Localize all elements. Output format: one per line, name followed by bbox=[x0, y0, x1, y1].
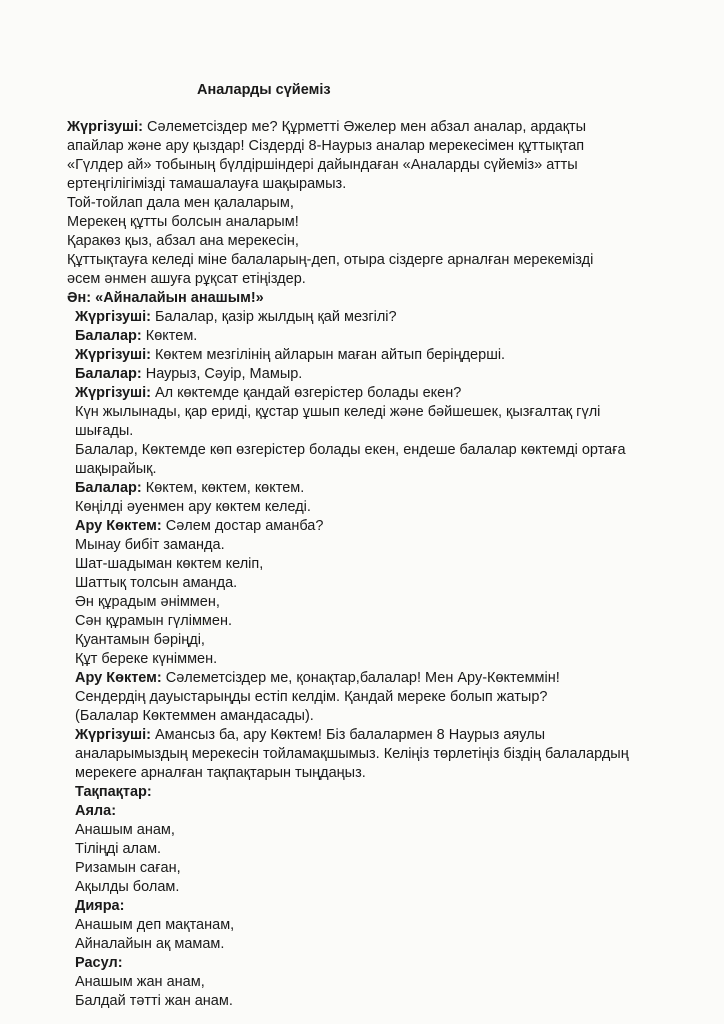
text-line bbox=[67, 840, 717, 859]
line-text: Сәлеметсіздер ме, қонақтар,балалар! Мен Ару-Көктеммін! bbox=[161, 670, 560, 686]
text-line bbox=[67, 194, 717, 213]
speaker-label: Тақпақтар: bbox=[75, 784, 152, 800]
line-text: Балдай тәтті жан анам. bbox=[75, 993, 233, 1009]
page-title: Аналарды сүйеміз bbox=[197, 82, 331, 98]
text-line bbox=[67, 365, 717, 384]
speaker-label: Ару Көктем: bbox=[75, 670, 162, 686]
text-line bbox=[67, 156, 717, 175]
line-text: Шаттық толсын аманда. bbox=[75, 575, 238, 591]
line-text: мерекеге арналған тақпақтарын тыңдаңыз. bbox=[75, 765, 366, 781]
text-line bbox=[67, 289, 717, 308]
line-text: «Гүлдер ай» тобының бүлдіршіндері дайындаған «Аналарды сүйеміз» атты bbox=[67, 157, 578, 173]
text-line bbox=[67, 935, 717, 954]
text-line bbox=[67, 403, 717, 422]
text-line bbox=[67, 821, 717, 840]
text-line bbox=[67, 555, 717, 574]
text-line bbox=[67, 916, 717, 935]
speaker-label: Балалар: bbox=[75, 366, 142, 382]
line-text: Балалар, Көктемде көп өзгерістер болады екен, ендеше балалар көктемді ортаға bbox=[75, 442, 626, 458]
line-text: апайлар және ару қыздар! Сіздерді 8-Наурыз аналар мерекесімен құттықтап bbox=[67, 138, 585, 154]
text-line bbox=[67, 574, 717, 593]
text-line bbox=[67, 270, 717, 289]
text-line bbox=[67, 897, 717, 916]
text-line bbox=[67, 593, 717, 612]
text-line bbox=[67, 251, 717, 270]
line-text: шығады. bbox=[75, 423, 134, 439]
line-text: Көңілді әуенмен ару көктем келеді. bbox=[75, 499, 311, 515]
line-text: Той-тойлап дала мен қалаларым, bbox=[67, 195, 294, 211]
text-line bbox=[67, 536, 717, 555]
speaker-label: Дияра: bbox=[75, 898, 125, 914]
line-text: Анашым жан анам, bbox=[75, 974, 205, 990]
text-line bbox=[67, 441, 717, 460]
text-line bbox=[67, 422, 717, 441]
line-text: Балалар, қазір жылдың қай мезгілі? bbox=[150, 309, 397, 325]
line-text: Мерекең құтты болсын аналарым! bbox=[67, 214, 299, 230]
line-text: Сәлем достар аманба? bbox=[161, 518, 324, 534]
speaker-label: Жүргізуші: bbox=[75, 347, 151, 363]
text-line bbox=[67, 384, 717, 403]
document-body bbox=[67, 118, 717, 1011]
line-text: ертеңгілігімізді тамашалауға шақырамыз. bbox=[67, 176, 347, 192]
text-line bbox=[67, 802, 717, 821]
text-line bbox=[67, 973, 717, 992]
line-text: шақырайық. bbox=[75, 461, 157, 477]
text-line bbox=[67, 764, 717, 783]
line-text: Анашым деп мақтанам, bbox=[75, 917, 235, 933]
text-line bbox=[67, 669, 717, 688]
line-text: Көктем мезгілінің айларын маған айтып беріңдерші. bbox=[150, 347, 506, 363]
line-text: Шат-шадыман көктем келіп, bbox=[75, 556, 264, 572]
line-text: аналарымыздың мерекесін тойламақшымыз. Келіңіз төрлетіңіз біздің балалардың bbox=[75, 746, 629, 762]
line-text: Тіліңді алам. bbox=[75, 841, 162, 857]
line-text: Көктем. bbox=[141, 328, 198, 344]
line-text: Айналайын ақ мамам. bbox=[75, 936, 225, 952]
text-line bbox=[67, 346, 717, 365]
line-text: Қаракөз қыз, абзал ана мерекесін, bbox=[67, 233, 299, 249]
text-line bbox=[67, 726, 717, 745]
speaker-label: Жүргізуші: bbox=[75, 309, 151, 325]
speaker-label: Расул: bbox=[75, 955, 123, 971]
text-line bbox=[67, 688, 717, 707]
line-text: әсем әнмен ашуға рұқсат етіңіздер. bbox=[67, 271, 306, 287]
line-text: Сендердің дауыстарыңды естіп келдім. Қандай мереке болып жатыр? bbox=[75, 689, 548, 705]
speaker-label: Балалар: bbox=[75, 328, 142, 344]
line-text: Ән құрадым әніммен, bbox=[75, 594, 220, 610]
speaker-label: Жүргізуші: bbox=[67, 119, 143, 135]
speaker-label: Ару Көктем: bbox=[75, 518, 162, 534]
text-line bbox=[67, 213, 717, 232]
line-text: (Балалар Көктеммен амандасады). bbox=[75, 708, 314, 724]
speaker-label: Ән: «Айналайын анашым!» bbox=[67, 290, 264, 306]
line-text: Анашым анам, bbox=[75, 822, 175, 838]
line-text: Сән құрамын гүліммен. bbox=[75, 613, 232, 629]
text-line bbox=[67, 878, 717, 897]
text-line bbox=[67, 707, 717, 726]
line-text: Күн жылынады, қар ериді, құстар ұшып келеді және бәйшешек, қызғалтақ гүлі bbox=[75, 404, 601, 420]
text-line bbox=[67, 175, 717, 194]
text-line bbox=[67, 327, 717, 346]
line-text: Наурыз, Сәуір, Мамыр. bbox=[141, 366, 303, 382]
text-line bbox=[67, 137, 717, 156]
text-line bbox=[67, 517, 717, 536]
text-line bbox=[67, 859, 717, 878]
line-text: Мынау бибіт заманда. bbox=[75, 537, 225, 553]
speaker-label: Аяла: bbox=[75, 803, 117, 819]
line-text: Қуантамын бәріңді, bbox=[75, 632, 205, 648]
speaker-label: Жүргізуші: bbox=[75, 385, 151, 401]
text-line bbox=[67, 650, 717, 669]
text-line bbox=[67, 232, 717, 251]
line-text: Амансыз ба, ару Көктем! Біз балалармен 8 Наурыз аяулы bbox=[150, 727, 546, 743]
text-line bbox=[67, 460, 717, 479]
line-text: Ақылды болам. bbox=[75, 879, 180, 895]
line-text: Сәлеметсіздер ме? Құрметті Әжелер мен абзал аналар, ардақты bbox=[142, 119, 587, 135]
text-line bbox=[67, 118, 717, 137]
text-line bbox=[67, 954, 717, 973]
text-line bbox=[67, 992, 717, 1011]
text-line bbox=[67, 308, 717, 327]
speaker-label: Балалар: bbox=[75, 480, 142, 496]
line-text: Құттықтауға келеді міне балаларың-деп, отыра сіздерге арналған мерекемізді bbox=[67, 252, 594, 268]
speaker-label: Жүргізуші: bbox=[75, 727, 151, 743]
line-text: Көктем, көктем, көктем. bbox=[141, 480, 305, 496]
line-text: Ризамын саған, bbox=[75, 860, 181, 876]
text-line bbox=[67, 631, 717, 650]
text-line bbox=[67, 745, 717, 764]
text-line bbox=[67, 479, 717, 498]
text-line bbox=[67, 783, 717, 802]
line-text: Құт береке күніммен. bbox=[75, 651, 218, 667]
text-line bbox=[67, 498, 717, 517]
text-line bbox=[67, 612, 717, 631]
line-text: Ал көктемде қандай өзгерістер болады екен? bbox=[150, 385, 462, 401]
